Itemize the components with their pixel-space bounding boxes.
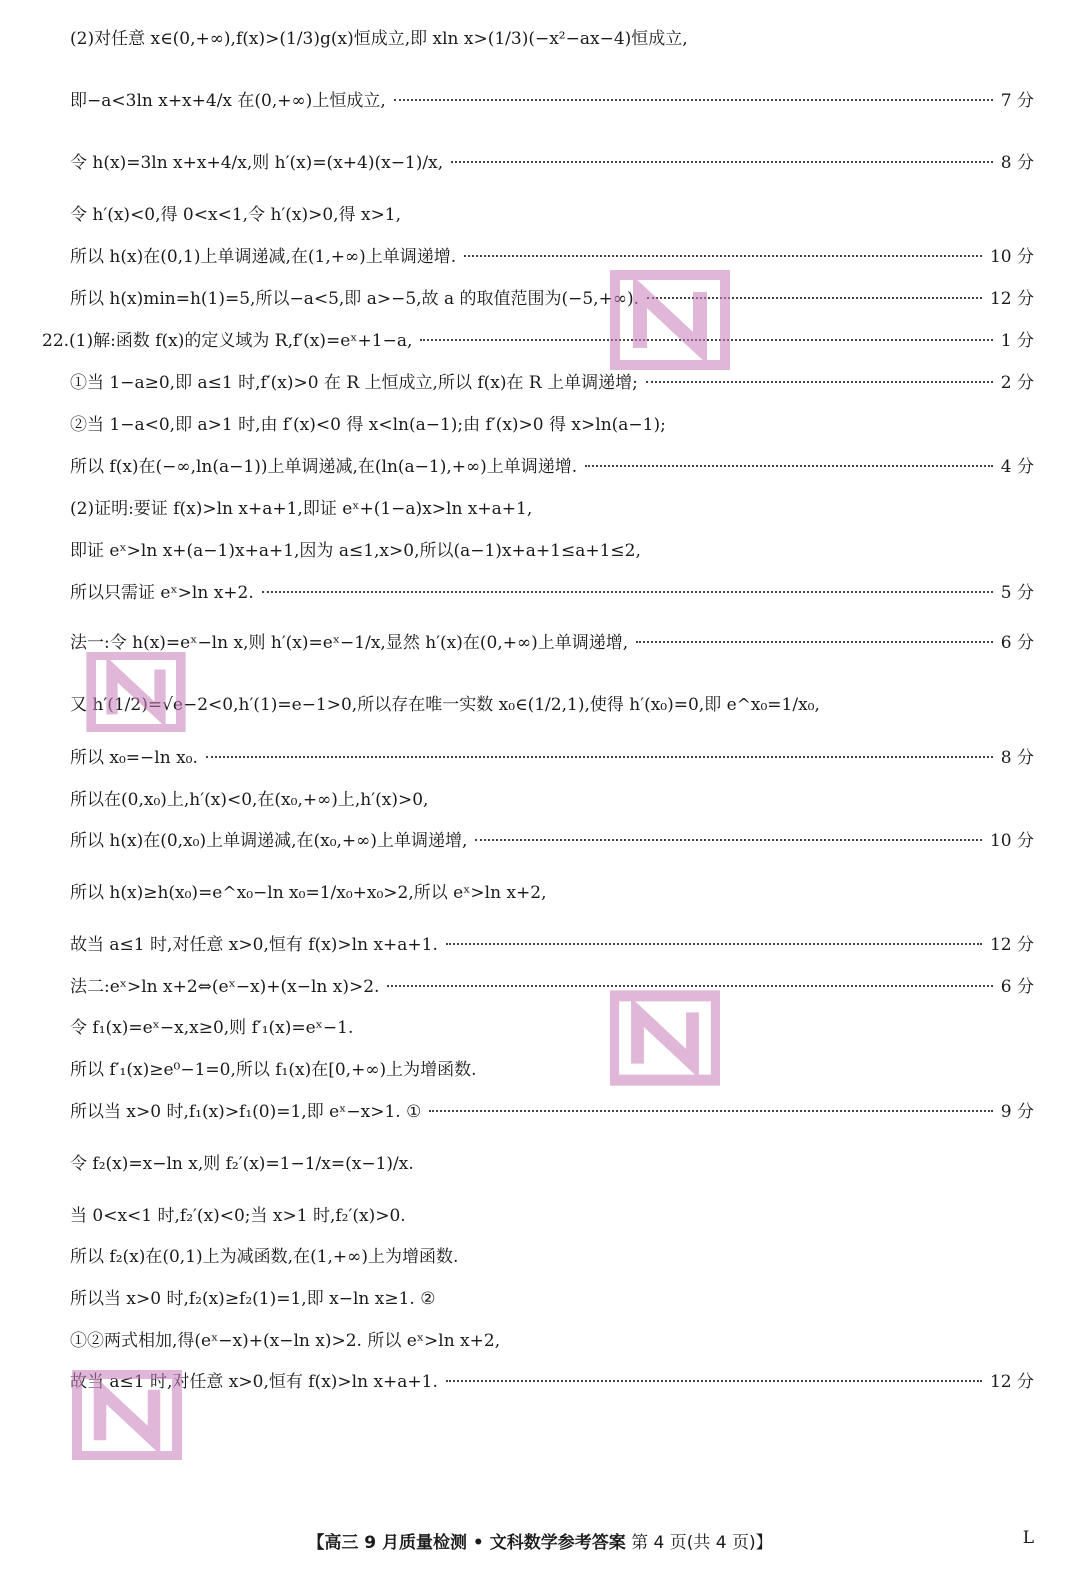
score-label: 6 分 bbox=[1000, 977, 1034, 997]
solution-line-1: (2)对任意 x∈(0,+∞),f(x)>(1/3)g(x)恒成立,即 xln x>(1/3)(−x²−ax−4)恒成立, bbox=[70, 29, 688, 49]
footer-corner-mark: L bbox=[1022, 1528, 1034, 1548]
solution-line-29: ①②两式相加,得(eˣ−x)+(x−ln x)>2. 所以 eˣ>ln x+2, bbox=[70, 1331, 501, 1351]
solution-line-26: 当 0<x<1 时,f₂′(x)<0;当 x>1 时,f₂′(x)>0. bbox=[70, 1206, 406, 1226]
score-label: 6 分 bbox=[1000, 633, 1034, 653]
solution-line-15: 又 h′(1/2)=√e−2<0,h′(1)=e−1>0,所以存在唯一实数 x₀∈(1/2,1),使得 h′(x₀)=0,即 e^x₀=1/x₀, bbox=[70, 695, 820, 715]
score-label: 8 分 bbox=[1000, 153, 1034, 173]
score-label: 7 分 bbox=[1000, 91, 1034, 111]
score-label: 9 分 bbox=[1000, 1102, 1034, 1122]
solution-line-18: 所以 h(x)在(0,x₀)上单调递减,在(x₀,+∞)上单调递增, 10 分 bbox=[70, 828, 1034, 854]
solution-line-13: 所以只需证 eˣ>ln x+2. 5 分 bbox=[70, 580, 1034, 606]
solution-line-9: ②当 1−a<0,即 a>1 时,由 f′(x)<0 得 x<ln(a−1);由 f′(x)>0 得 x>ln(a−1); bbox=[70, 415, 666, 435]
solution-line-22: 令 f₁(x)=eˣ−x,x≥0,则 f′₁(x)=eˣ−1. bbox=[70, 1018, 354, 1038]
solution-line-17: 所以在(0,x₀)上,h′(x)<0,在(x₀,+∞)上,h′(x)>0, bbox=[70, 790, 429, 810]
score-label: 12 分 bbox=[989, 935, 1034, 955]
solution-line-12: 即证 eˣ>ln x+(a−1)x+a+1,因为 a≤1,x>0,所以(a−1)x+a+1≤a+1≤2, bbox=[70, 541, 641, 561]
solution-line-25: 令 f₂(x)=x−ln x,则 f₂′(x)=1−1/x=(x−1)/x. bbox=[70, 1154, 414, 1174]
score-label: 10 分 bbox=[989, 831, 1034, 851]
footer-page-number: 第 4 页(共 4 页)】 bbox=[631, 1533, 773, 1553]
solution-line-20: 故当 a≤1 时,对任意 x>0,恒有 f(x)>ln x+a+1. 12 分 bbox=[70, 932, 1034, 958]
solution-line-11: (2)证明:要证 f(x)>ln x+a+1,即证 eˣ+(1−a)x>ln x+a+1, bbox=[70, 499, 533, 519]
score-label: 2 分 bbox=[1000, 373, 1034, 393]
solution-line-24: 所以当 x>0 时,f₁(x)>f₁(0)=1,即 eˣ−x>1. ① 9 分 bbox=[70, 1099, 1034, 1125]
score-label: 4 分 bbox=[1000, 457, 1034, 477]
footer-title: 【高三 9 月质量检测 • 文科数学参考答案 bbox=[307, 1533, 626, 1553]
page-footer bbox=[0, 1528, 1080, 1553]
solution-line-2: 即−a<3ln x+x+4/x 在(0,+∞)上恒成立, 7 分 bbox=[70, 88, 1034, 114]
solution-line-27: 所以 f₂(x)在(0,1)上为减函数,在(1,+∞)上为增函数. bbox=[70, 1247, 459, 1267]
score-label: 12 分 bbox=[989, 1372, 1034, 1392]
score-label: 8 分 bbox=[1000, 748, 1034, 768]
solution-line-10: 所以 f(x)在(−∞,ln(a−1))上单调递减,在(ln(a−1),+∞)上单调递增. 4 分 bbox=[70, 454, 1034, 480]
solution-line-30: 故当 a≤1 时,对任意 x>0,恒有 f(x)>ln x+a+1. 12 分 bbox=[70, 1369, 1034, 1395]
score-label: 1 分 bbox=[1000, 331, 1034, 351]
solution-line-21: 法二:eˣ>ln x+2⇔(eˣ−x)+(x−ln x)>2. 6 分 bbox=[70, 974, 1034, 1000]
solution-line-6: 所以 h(x)min=h(1)=5,所以−a<5,即 a>−5,故 a 的取值范围为(−5,+∞). 12 分 bbox=[70, 286, 1034, 312]
watermark-logo-1 bbox=[610, 270, 730, 370]
score-label: 10 分 bbox=[989, 247, 1034, 267]
solution-line-7: 22.(1)解:函数 f(x)的定义域为 R,f′(x)=eˣ+1−a, 1 分 bbox=[42, 328, 1034, 354]
solution-line-28: 所以当 x>0 时,f₂(x)≥f₂(1)=1,即 x−ln x≥1. ② bbox=[70, 1289, 436, 1309]
solution-line-4: 令 h′(x)<0,得 0<x<1,令 h′(x)>0,得 x>1, bbox=[70, 205, 402, 225]
solution-line-19: 所以 h(x)≥h(x₀)=e^x₀−ln x₀=1/x₀+x₀>2,所以 eˣ>ln x+2, bbox=[70, 883, 547, 903]
score-label: 12 分 bbox=[989, 289, 1034, 309]
solution-line-8: ①当 1−a≥0,即 a≤1 时,f′(x)>0 在 R 上恒成立,所以 f(x)在 R 上单调递增; 2 分 bbox=[70, 370, 1034, 396]
score-label: 5 分 bbox=[1000, 583, 1034, 603]
solution-line-16: 所以 x₀=−ln x₀. 8 分 bbox=[70, 745, 1034, 771]
solution-line-14: 法一:令 h(x)=eˣ−ln x,则 h′(x)=eˣ−1/x,显然 h′(x)在(0,+∞)上单调递增, 6 分 bbox=[70, 630, 1034, 656]
solution-line-23: 所以 f′₁(x)≥e⁰−1=0,所以 f₁(x)在[0,+∞)上为增函数. bbox=[70, 1060, 477, 1080]
solution-line-5: 所以 h(x)在(0,1)上单调递减,在(1,+∞)上单调递增. 10 分 bbox=[70, 244, 1034, 270]
solution-line-3: 令 h(x)=3ln x+x+4/x,则 h′(x)=(x+4)(x−1)/x, 8 分 bbox=[70, 150, 1034, 176]
